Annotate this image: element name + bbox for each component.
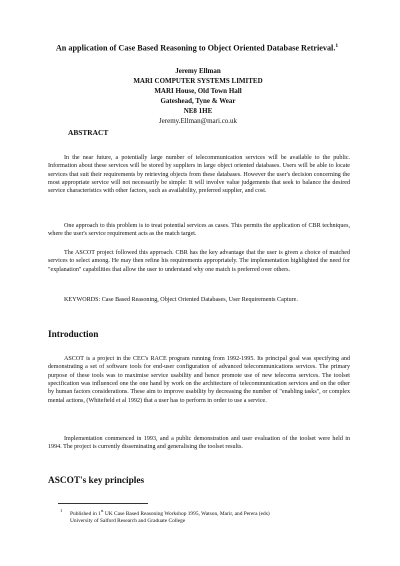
footnote-text-end: UK Case Based Reasoning Workshop 1995, Watson, Marir, and Perera (eds)	[103, 510, 270, 517]
introduction-paragraph-2	[48, 435, 350, 452]
footnote	[60, 507, 330, 526]
paper-title-text: An application of Case Based Reasoning to Object Oriented Database Retrieval.	[55, 43, 336, 53]
author-block	[48, 67, 348, 126]
footnote-number: 1	[60, 508, 63, 513]
footnote-line-2: University of Salford Research and Graduate College	[70, 518, 186, 525]
introduction-heading: Introduction	[48, 330, 99, 340]
abstract-paragraph-3	[48, 249, 350, 274]
author-name: Jeremy Ellman	[175, 67, 221, 75]
keywords-text: KEYWORDS: Case Based Reasoning, Object Oriented Databases, User Requirements Capture.	[64, 297, 298, 303]
abstract-paragraph-1	[48, 154, 350, 196]
abstract-paragraph-3-text: The ASCOT project followed this approach. CBR has the key advantage that the user is given a choice of matched services to select among. He may then refine his requirements appropriately. The implementation highlighted the need for "explanation" capabilities that allow the user to understand why one match is preferred over others.	[48, 250, 350, 273]
introduction-paragraph-2-text: Implementation commenced in 1993, and a public demonstration and user evaluation of the toolset were held in 1994. The project is currently disseminating and generalising the toolset results.	[48, 436, 350, 451]
introduction-paragraph-1-text: ASCOT is a project in the CEC's RACE program running from 1992-1995. Its principal goal was specifying and demonstrating a set of software tools for end-user configuration of advanced telecommunications services. The primary purpose of these tools was to maximise service usability and hence promote use of new telecoms services. The toolset specification was influenced one the one hand by work on the architecture of telecommunication services and on the other by human factors considerations. These aim to improve usability by decreasing the number of "enabling tasks", or complex mental actions, (Whitefield et al 1992) that a user has to perform in order to use a service.	[48, 356, 350, 404]
footnote-marker: 1	[335, 43, 339, 49]
abstract-paragraph-2	[48, 222, 350, 239]
abstract-heading: ABSTRACT	[68, 128, 109, 137]
key-principles-heading: ASCOT's key principles	[48, 476, 145, 486]
paper-title	[52, 41, 342, 54]
keywords	[48, 296, 350, 304]
author-company: MARI COMPUTER SYSTEMS LIMITED	[133, 76, 263, 85]
footnote-text-start: Published in 1	[70, 510, 101, 517]
introduction-paragraph-1	[48, 355, 350, 405]
author-address-line2: Gateshead, Tyne & Wear	[160, 96, 236, 105]
abstract-paragraph-1-text: In the near future, a potentially large number of telecommunication services will be available to the public. Information about these services will be stored by suppliers in large object oriented databases. Users will be able to locate services that suit their requirements by retrieving objects from these databases. However the user's decision concerning the most appropriate service will not necessarily be simple: It will involve value judgements that seek to balance the desired service characteristics with other factors, such as availability, preferred supplier, and cost.	[48, 155, 350, 195]
footnote-line-1	[70, 507, 330, 518]
abstract-paragraph-2-text: One approach to this problem is to treat potential services as cases. This permits the application of CBR techniques, where the user's service requirement acts as the match target.	[48, 223, 350, 238]
author-address-line1: MARI House, Old Town Hall	[154, 86, 242, 95]
author-postcode: NE8 1HE	[183, 106, 213, 115]
footnote-ordinal: st	[100, 508, 104, 513]
footnote-rule	[58, 503, 148, 504]
author-email: Jeremy.Ellman@mari.co.uk	[158, 116, 238, 125]
